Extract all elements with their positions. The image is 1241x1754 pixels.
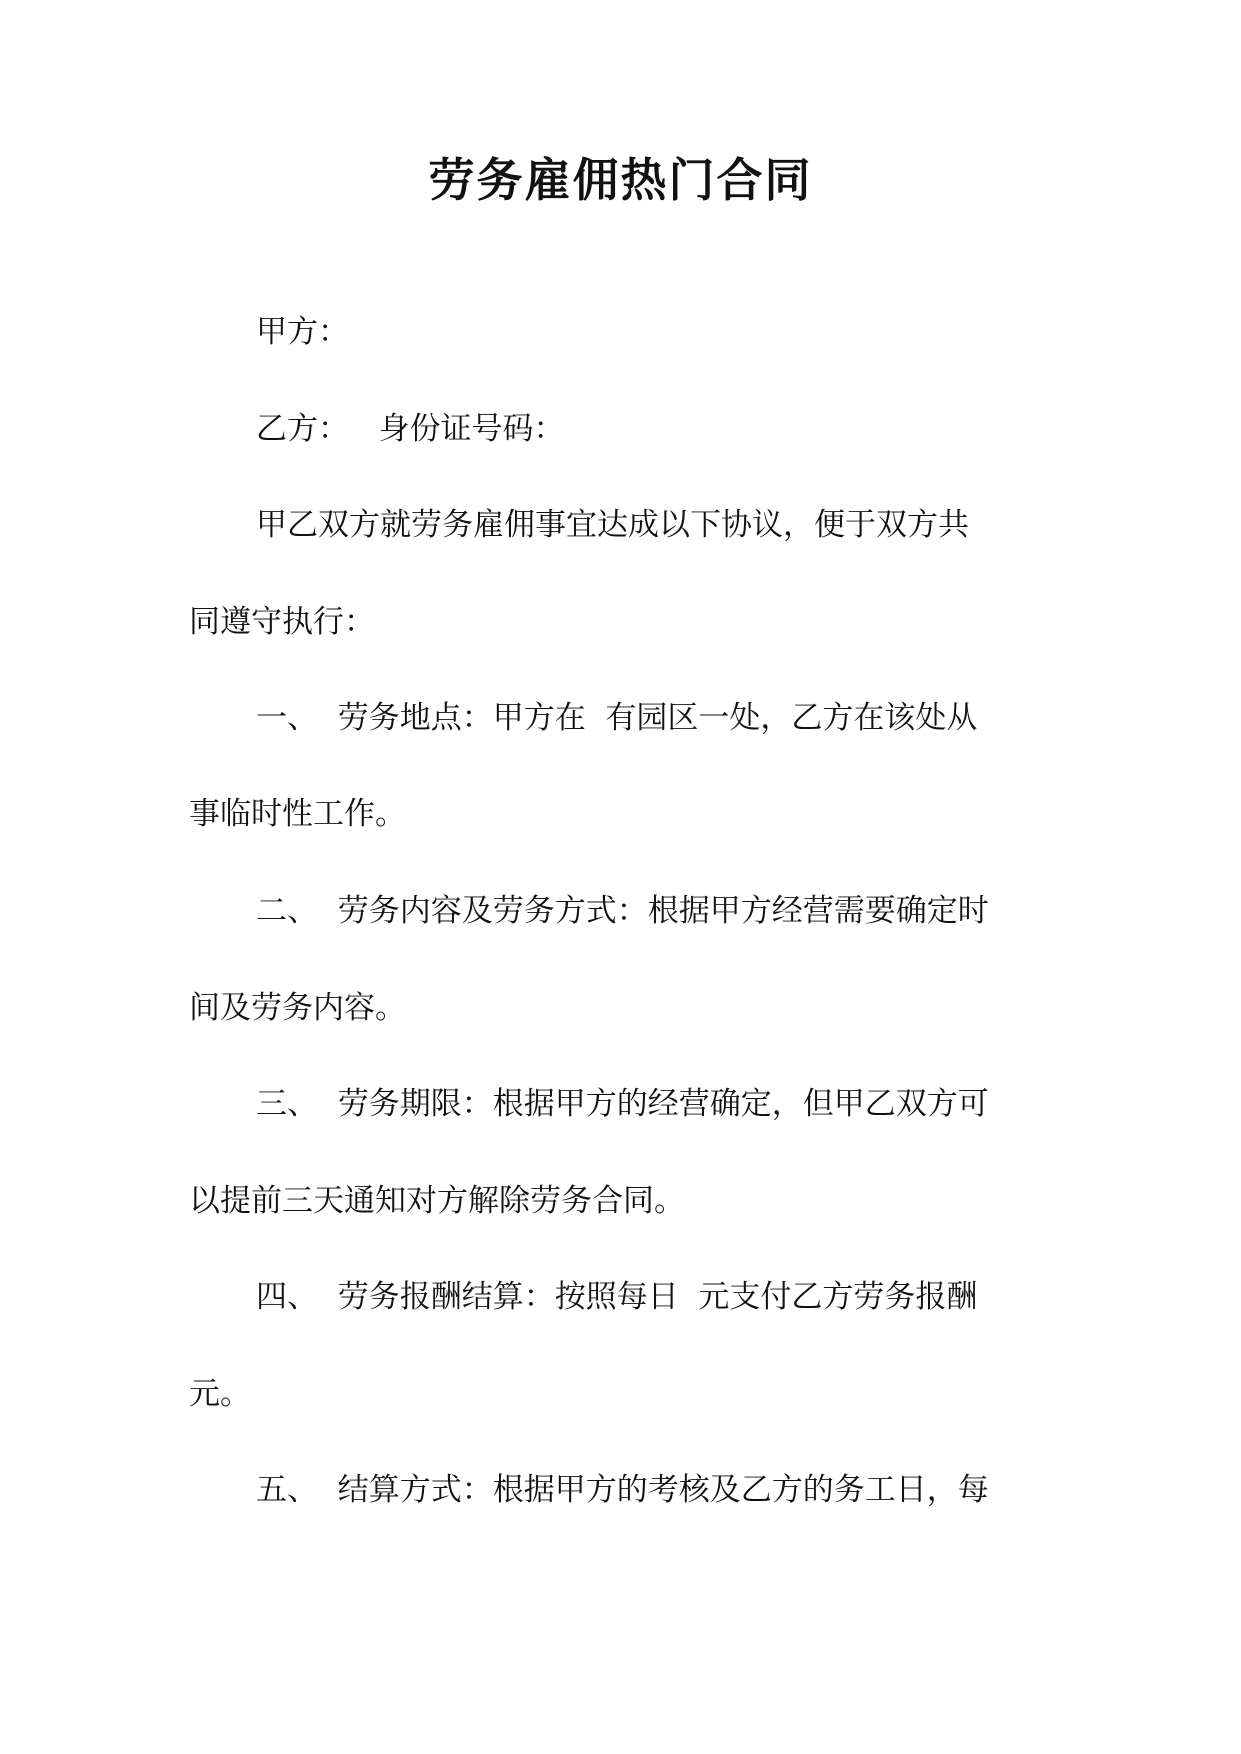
clause-1-line-2: 事临时性工作。: [189, 796, 406, 832]
clause-2-line-2: 间及劳务内容。: [189, 990, 406, 1026]
party-b-line: 乙方： 身份证号码：: [256, 411, 565, 447]
clause-5-line-1: 五、 结算方式：根据甲方的考核及乙方的务工日，每: [256, 1472, 989, 1508]
clause-2-line-1: 二、 劳务内容及劳务方式：根据甲方经营需要确定时: [256, 893, 989, 929]
party-a-line: 甲方：: [256, 314, 349, 350]
preamble-line-2: 同遵守执行：: [189, 604, 375, 640]
preamble-line-1: 甲乙双方就劳务雇佣事宜达成以下协议，便于双方共: [256, 507, 969, 543]
clause-4-line-1: 四、 劳务报酬结算：按照每日 元支付乙方劳务报酬: [256, 1279, 978, 1315]
clause-3-line-2: 以提前三天通知对方解除劳务合同。: [189, 1183, 685, 1219]
clause-1-line-1: 一、 劳务地点：甲方在 有园区一处，乙方在该处从: [256, 700, 978, 736]
document-title: 劳务雇佣热门合同: [428, 153, 813, 207]
clause-3-line-1: 三、 劳务期限：根据甲方的经营确定，但甲乙双方可: [256, 1086, 989, 1122]
clause-4-line-2: 元。: [189, 1376, 251, 1412]
